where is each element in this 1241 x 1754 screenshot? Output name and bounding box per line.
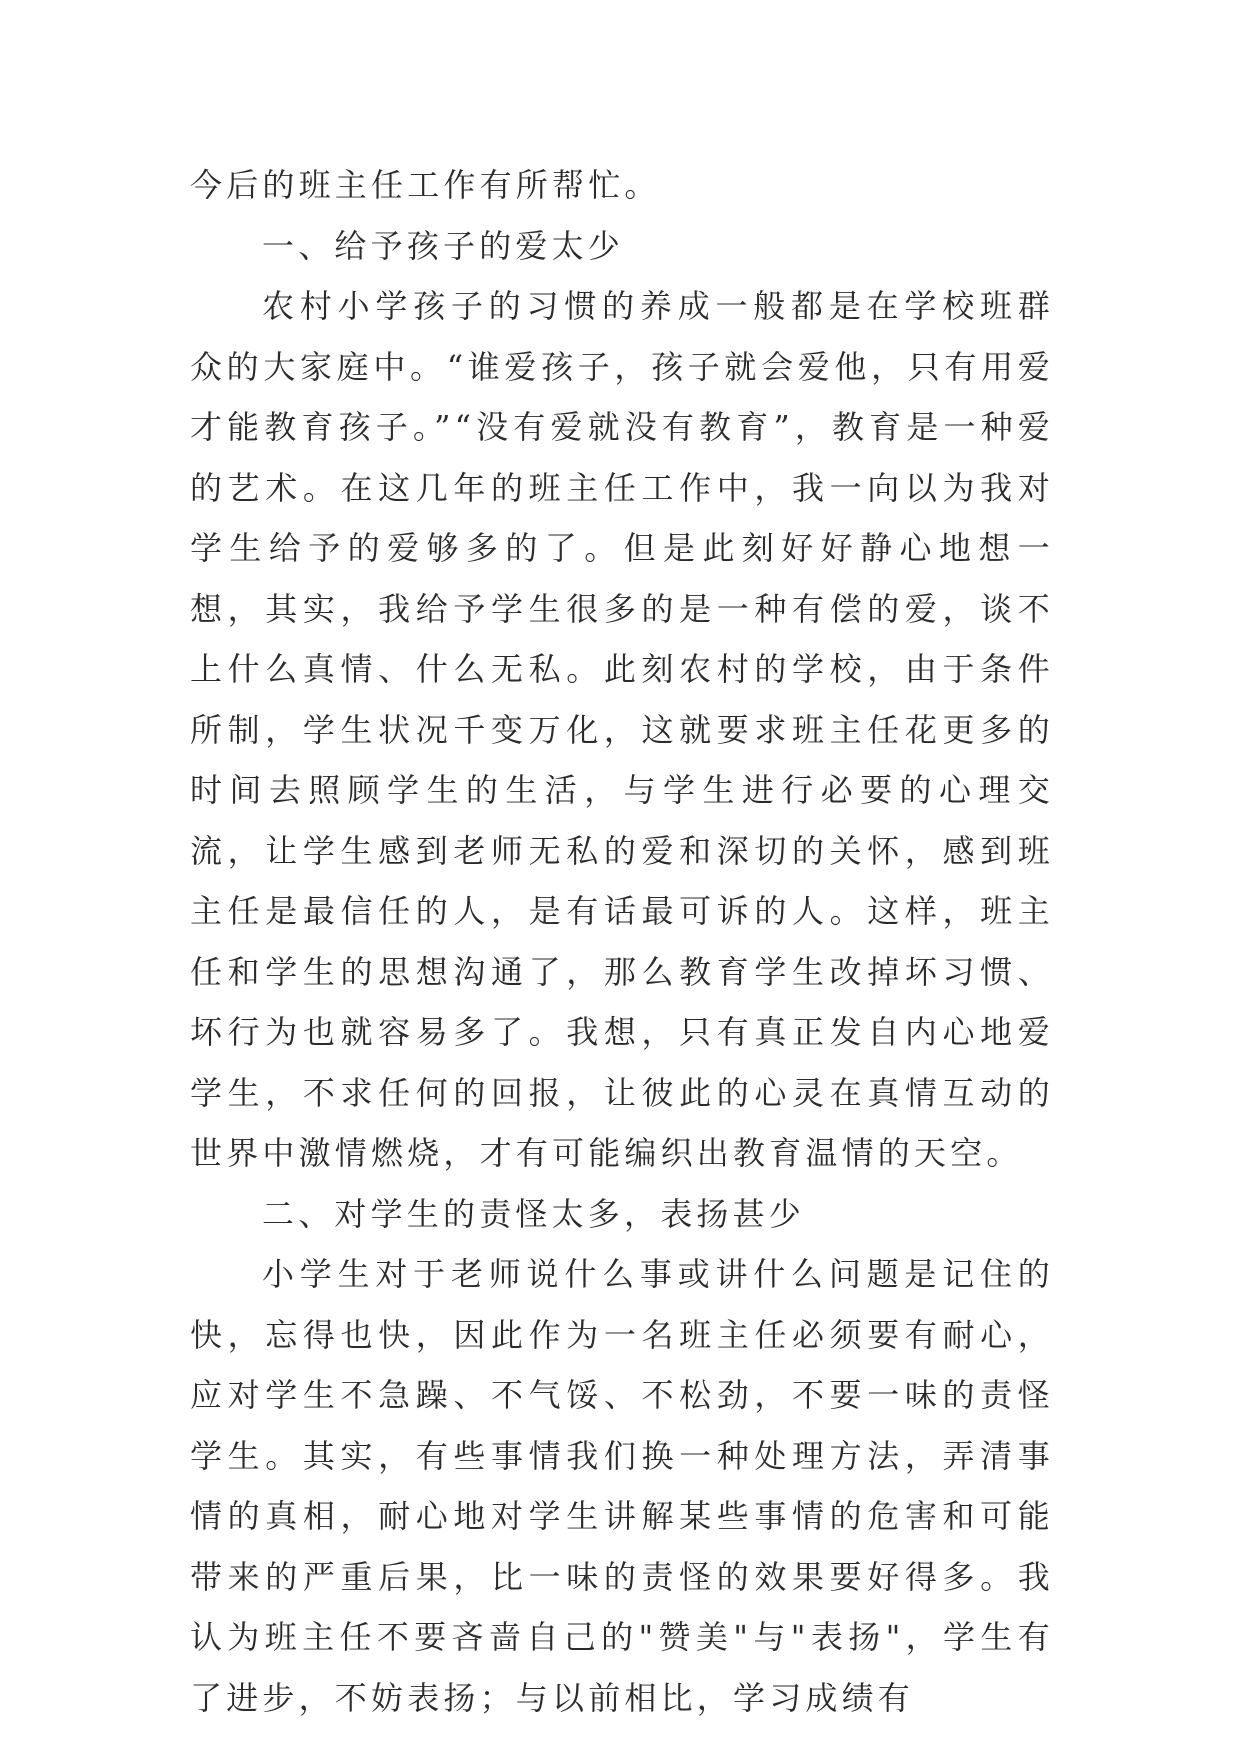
section-heading-2: 二、对学生的责怪太多，表扬甚少 bbox=[262, 1194, 806, 1233]
section-heading-1: 一、给予孩子的爱太少 bbox=[262, 226, 625, 265]
paragraph-1: 农村小学孩子的习惯的养成一般都是在学校班群众的大家庭中。“谁爱孩子，孩子就会爱他，只有用爱才能教育孩子。”“没有爱就没有教育”，教育是一种爱的艺术。在这几年的班主任工作中，我一向以为我对学生给予的爱够多的了。但是此刻好好静心地想一想，其实，我给予学生很多的是一种有偿的爱，谈不上什么真情、什么无私。此刻农村的学校，由于条件所制，学生状况千变万化，这就要求班主任花更多的时间去照顾学生的生活，与学生进行必要的心理交流，让学生感到老师无私的爱和深切的关怀，感到班主任是最信任的人，是有话最可诉的人。这样，班主任和学生的思想沟通了，那么教育学生改掉坏习惯、坏行为也就容易多了。我想，只有真正发自内心地爱学生，不求任何的回报，让彼此的心灵在真情互动的世界中激情燃烧，才有可能编织出教育温情的天空。 bbox=[190, 287, 1054, 1172]
document-body bbox=[190, 155, 1054, 1728]
paragraph-continued: 今后的班主任工作有所帮忙。 bbox=[190, 166, 661, 204]
paragraph-2: 小学生对于老师说什么事或讲什么问题是记住的快，忘得也快，因此作为一名班主任必须要有耐心，应对学生不急躁、不气馁、不松劲，不要一味的责怪学生。其实，有些事情我们换一种处理方法，弄清事情的真相，耐心地对学生讲解某些事情的危害和可能带来的严重后果，比一味的责怪的效果要好得多。我认为班主任不要吝啬自己的"赞美"与"表扬"，学生有了进步，不妨表扬；与以前相比，学习成绩有 bbox=[190, 1255, 1054, 1717]
